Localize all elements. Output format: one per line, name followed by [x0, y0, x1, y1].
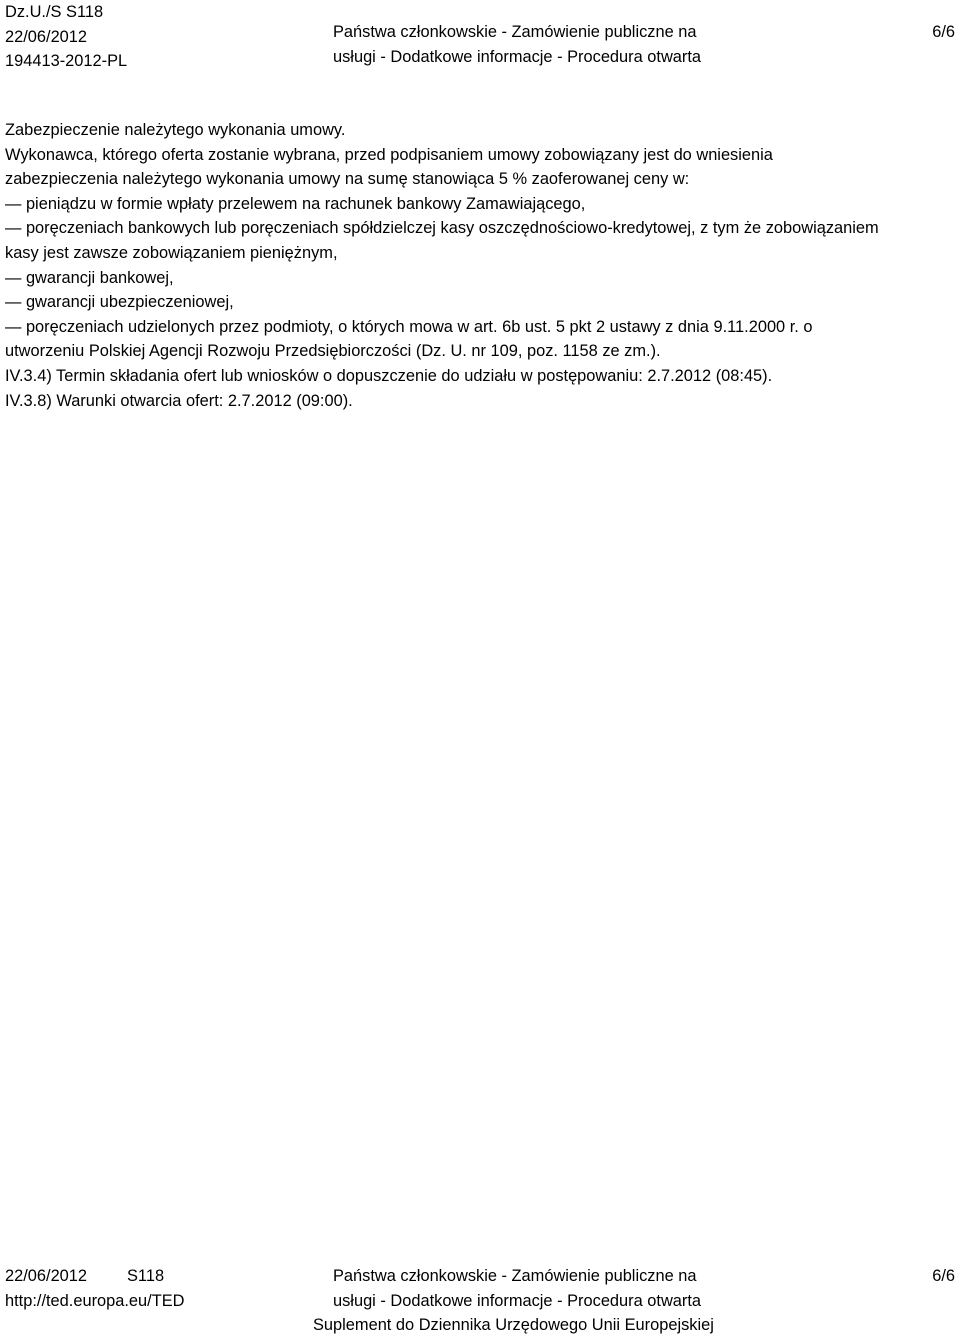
list-item-continuation: kasy jest zawsze zobowiązaniem pieniężnym,	[5, 243, 338, 262]
footer-date: 22/06/2012	[5, 1267, 88, 1285]
notice-id: 194413-2012-PL	[5, 52, 128, 70]
list-item: — poręczeniach bankowych lub poręczeniach spółdzielczej kasy oszczędnościowo-kredytowej, z tym że zobowiązaniem	[5, 219, 879, 238]
header-title-line-1: Państwa członkowskie - Zamówienie publiczne na	[333, 23, 697, 41]
body-line: zabezpieczenia należytego wykonania umowy na sumę stanowiąca 5 % zaoferowanej ceny w:	[5, 170, 690, 189]
section-opening: IV.3.8) Warunki otwarcia ofert: 2.7.2012 (09:00).	[5, 391, 353, 410]
header-date: 22/06/2012	[5, 27, 88, 46]
footer-page-number: 6/6	[932, 1267, 955, 1285]
header-left	[5, 0, 127, 74]
header-title	[333, 20, 701, 69]
footer-title-line-1: Państwa członkowskie - Zamówienie publiczne na	[333, 1267, 697, 1285]
document-body	[5, 118, 955, 413]
list-item: — gwarancji ubezpieczeniowej,	[5, 293, 234, 312]
header-title-line-2: usługi - Dodatkowe informacje - Procedura otwarta	[333, 47, 702, 66]
list-item: — pieniądzu w formie wpłaty przelewem na rachunek bankowy Zamawiającego,	[5, 194, 586, 213]
section-deadline: IV.3.4) Termin składania ofert lub wniosków o dopuszczenie do udziału w postępowaniu: 2.7.2012 (08:45).	[5, 366, 773, 385]
footer-title-line-2: usługi - Dodatkowe informacje - Procedura otwarta	[333, 1291, 702, 1310]
body-line: Wykonawca, którego oferta zostanie wybrana, przed podpisaniem umowy zobowiązany jest do wniesienia	[5, 145, 773, 164]
list-item: — gwarancji bankowej,	[5, 268, 174, 287]
footer-code: S118	[127, 1267, 165, 1285]
footer-url: http://ted.europa.eu/TED	[5, 1291, 185, 1310]
journal-reference: Dz.U./S S118	[5, 3, 104, 21]
list-item-continuation: utworzeniu Polskiej Agencji Rozwoju Przedsiębiorczości (Dz. U. nr 109, poz. 1158 ze zm.).	[5, 342, 661, 361]
body-line: Zabezpieczenie należytego wykonania umowy.	[5, 121, 346, 139]
list-item: — poręczeniach udzielonych przez podmioty, o których mowa w art. 6b ust. 5 pkt 2 ustawy z dnia 9.11.2000 r. o	[5, 317, 813, 336]
footer-supplement: Suplement do Dziennika Urzędowego Unii Europejskiej	[313, 1316, 714, 1334]
header-page-number: 6/6	[932, 23, 955, 41]
footer-title	[333, 1264, 701, 1313]
